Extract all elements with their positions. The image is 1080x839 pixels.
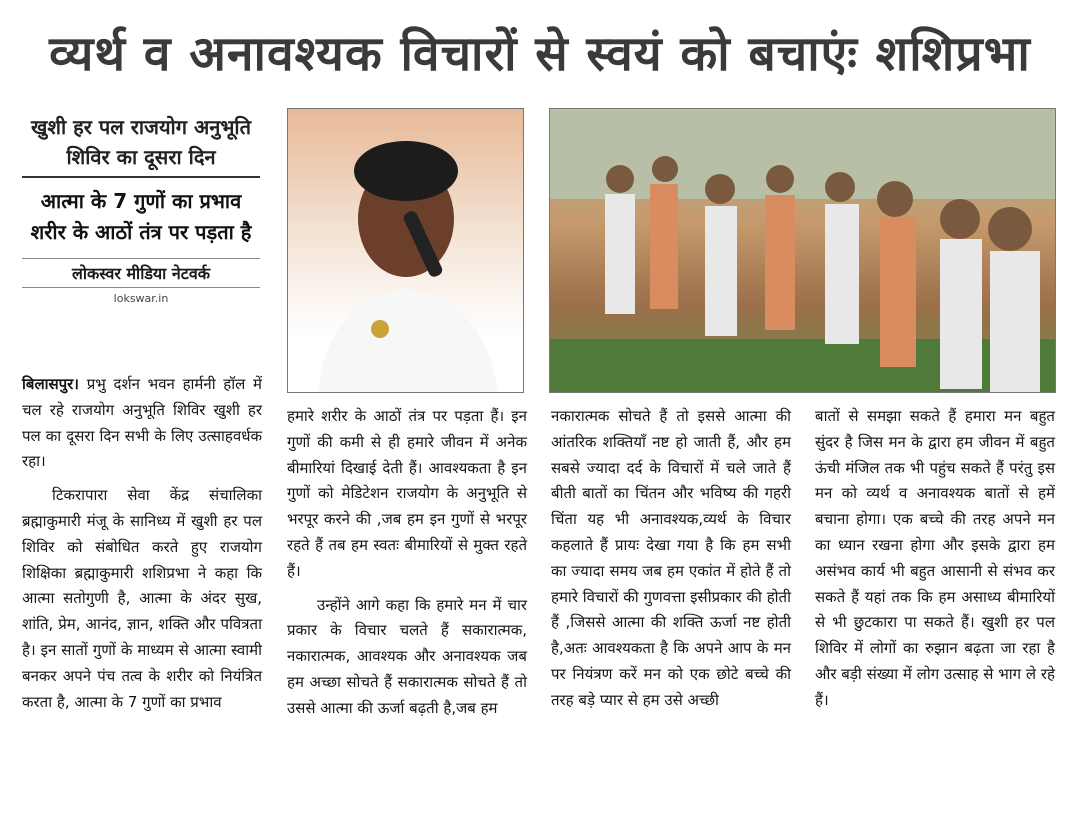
paragraph-text: प्रभु दर्शन भवन हार्मनी हॉल में चल रहे राजयोग अनुभूति शिविर खुशी हर पल का दूसरा दिन सभी के लिए उत्साहवर्धक रहा। [22, 375, 262, 471]
article-column-3 [551, 404, 791, 714]
subheadline: आत्मा के 7 गुणों का प्रभाव शरीर के आठों तंत्र पर पड़ता है [30, 189, 252, 244]
paragraph: टिकरापारा सेवा केंद्र संचालिका ब्रह्माकुमारी मंजू के सानिध्य में खुशी हर पल शिविर को संबोधित करते हुए राजयोग शिक्षिका ब्रह्माकुमारी शशिप्रभा ने कहा कि आत्मा सतोगुणी है, आत्मा के अंदर सुख, शांति, प्रेम, आनंद, ज्ञान, शक्ति और पवित्रता है। इन सातों गुणों के माध्यम से आत्मा स्वामी बनकर अपने पंच तत्व के शरीर को नियंत्रित करता है, आत्मा के 7 गुणों का प्रभाव [22, 486, 262, 711]
paragraph: बातों से समझा सकते हैं हमारा मन बहुत सुंदर है जिस मन के द्वारा हम जीवन में बहुत ऊंची मंजिल तक भी पहुंच सकते हैं परंतु इस मन को व्यर्थ व अनावश्यक बातों से हमें बचाना होगा। एक बच्चे की तरह अपने मन का ध्यान रखना होगा और इसके द्वारा हम असंभव कार्य भी बहुत आसानी से संभव कर सकते हैं यहां तक कि हम असाध्य बीमारियों से भी छुटकारा पा सकते हैं। खुशी हर पल शिविर में लोगों का रुझान बढ़ता जा रहा है और बड़ी संख्या में लोग उत्साह से भाग ले रहे हैं। [815, 407, 1055, 709]
paragraph: नकारात्मक सोचते हैं तो इससे आत्मा की आंतरिक शक्तियाँ नष्ट हो जाती हैं, और हम सबसे ज्यादा दर्द के विचारों में चले जाते हैं बीती बातों का चिंतन और भविष्य की गहरी चिंता यह भी अनावश्यक,व्यर्थ के विचार कहलाते हैं प्रायः देखा गया है कि हम सभी का ज्यादा समय जब हम एकांत में होते हैं तो हमारे विचारों की गुणवत्ता इसीप्रकार की होती हैं ,जिससे आत्मा की शक्ति ऊर्जा नष्ट होती है,अतः आवश्यकता है कि अपने आप के मन पर नियंत्रण करें मन को एक छोटे बच्चे की तरह बड़े प्यार से हम उसे अच्छी [551, 407, 791, 709]
article-column-4 [815, 404, 1055, 714]
article-column-2 [287, 404, 527, 722]
kicker: खुशी हर पल राजयोग अनुभूति शिविर का दूसरा दिन [22, 112, 260, 178]
audience-illustration [550, 109, 1055, 392]
speaker-illustration [288, 109, 523, 392]
paragraph [22, 372, 262, 475]
article-column-1 [22, 372, 262, 715]
dateline: बिलासपुर। [22, 375, 79, 393]
speaker-photo [287, 108, 524, 393]
sidebar-box [22, 112, 260, 305]
news-agency: लोकस्वर मीडिया नेटवर्क [22, 258, 260, 288]
paragraph: उन्होंने आगे कहा कि हमारे मन में चार प्रकार के विचार चलते हैं सकारात्मक, नकारात्मक, आवश्यक और अनावश्यक जब हम अच्छा सोचते हैं सकारात्मक सोचते हैं तो उससे आत्मा की ऊर्जा बढ़ती है,जब हम [287, 595, 527, 717]
headline: व्यर्थ व अनावश्यक विचारों से स्वयं को बचाएंः शशिप्रभा [49, 26, 1031, 82]
paragraph: हमारे शरीर के आठों तंत्र पर पड़ता हैं। इन गुणों की कमी से ही हमारे जीवन में अनेक बीमारियां दिखाई देती हैं। आवश्यकता है इन गुणों को मेडिटेशन राजयोग के अनुभूति से भरपूर करने की ,जब हम इन गुणों से भरपूर रहते हैं तब हम स्वतः बीमारियों से मुक्त रहते हैं। [287, 407, 527, 580]
website-label: lokswar.in [113, 292, 169, 305]
audience-photo [549, 108, 1056, 393]
